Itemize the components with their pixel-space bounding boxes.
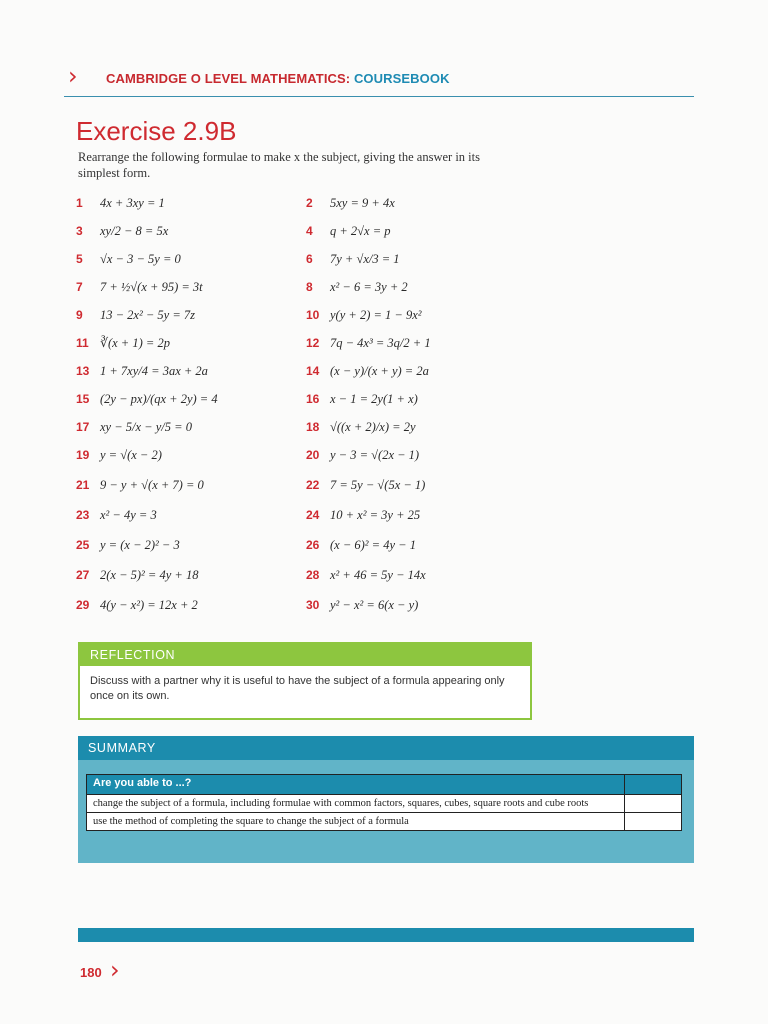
question-item: [306, 250, 400, 272]
summary-row: [87, 795, 682, 813]
question-item: [306, 222, 391, 244]
question-number: 14: [306, 364, 320, 378]
chevron-right-icon: ›: [110, 956, 120, 984]
question-formula: x² − 4y = 3: [100, 508, 157, 522]
book-title-sub: COURSEBOOK: [353, 71, 450, 86]
book-title-main: CAMBRIDGE O LEVEL MATHEMATICS:: [106, 71, 351, 86]
question-item: [306, 446, 419, 468]
question-item: [76, 536, 180, 558]
book-title: [106, 71, 450, 86]
question-number: 8: [306, 280, 313, 294]
question-number: 2: [306, 196, 313, 210]
question-number: 13: [76, 364, 90, 378]
question-item: [306, 476, 425, 498]
question-item: [76, 418, 192, 440]
question-number: 18: [306, 420, 320, 434]
question-item: [306, 362, 429, 384]
summary-row-text: change the subject of a formula, including formulae with common factors, squares, cubes, square roots and cube roots: [87, 795, 625, 813]
summary-check-cell[interactable]: [625, 795, 682, 813]
question-number: 22: [306, 478, 320, 492]
question-item: [76, 476, 204, 498]
chevron-right-icon: ›: [68, 62, 78, 90]
question-formula: xy/2 − 8 = 5x: [100, 224, 169, 238]
question-number: 7: [76, 280, 83, 294]
question-formula: √((x + 2)/x) = 2y: [330, 420, 416, 434]
question-number: 20: [306, 448, 320, 462]
question-formula: 7q − 4x³ = 3q/2 + 1: [330, 336, 431, 350]
summary-row: [87, 813, 682, 831]
question-number: 10: [306, 308, 320, 322]
reflection-heading: REFLECTION: [80, 644, 530, 666]
question-item: [306, 194, 395, 216]
question-number: 29: [76, 598, 90, 612]
summary-table-header-row: [87, 775, 682, 795]
question-item: [76, 222, 168, 244]
question-formula: 5xy = 9 + 4x: [330, 196, 395, 210]
question-number: 30: [306, 598, 320, 612]
question-number: 28: [306, 568, 320, 582]
question-formula: ∛(x + 1) = 2p: [100, 336, 170, 350]
page-number: 180: [80, 965, 102, 980]
question-item: [76, 362, 208, 384]
question-item: [76, 278, 203, 300]
question-formula: y = √(x − 2): [100, 448, 162, 462]
question-number: 17: [76, 420, 90, 434]
footer-bar: [78, 928, 694, 942]
question-item: [306, 536, 416, 558]
question-number: 26: [306, 538, 320, 552]
question-formula: q + 2√x = p: [330, 224, 391, 238]
question-formula: √x − 3 − 5y = 0: [100, 252, 181, 266]
reflection-text: Discuss with a partner why it is useful to have the subject of a formula appearing only once on its own.: [90, 675, 505, 702]
question-item: [76, 566, 198, 588]
question-item: [76, 334, 170, 356]
question-formula: 9 − y + √(x + 7) = 0: [100, 478, 204, 492]
question-item: [306, 334, 431, 356]
question-item: [306, 566, 426, 588]
summary-row-text: use the method of completing the square to change the subject of a formula: [87, 813, 625, 831]
question-formula: x − 1 = 2y(1 + x): [330, 392, 418, 406]
question-number: 21: [76, 478, 90, 492]
question-formula: 1 + 7xy/4 = 3ax + 2a: [100, 364, 208, 378]
question-item: [306, 418, 416, 440]
question-item: [306, 390, 418, 412]
question-number: 24: [306, 508, 320, 522]
question-formula: (2y − px)/(qx + 2y) = 4: [100, 392, 218, 406]
question-formula: 7y + √x/3 = 1: [330, 252, 400, 266]
question-item: [76, 596, 198, 618]
question-formula: 7 + ½√(x + 95) = 3t: [100, 280, 203, 294]
question-formula: xy − 5/x − y/5 = 0: [100, 420, 192, 434]
question-formula: y − 3 = √(2x − 1): [330, 448, 420, 462]
question-item: [76, 446, 162, 468]
question-number: 23: [76, 508, 90, 522]
question-formula: (x − y)/(x + y) = 2a: [330, 364, 429, 378]
exercise-title: Exercise 2.9B: [76, 116, 237, 146]
summary-box: [78, 736, 694, 863]
question-number: 6: [306, 252, 313, 266]
question-item: [306, 306, 422, 328]
reflection-box: [78, 642, 532, 720]
question-formula: 13 − 2x² − 5y = 7z: [100, 308, 196, 322]
question-formula: 10 + x² = 3y + 25: [330, 508, 421, 522]
question-item: [76, 390, 218, 412]
summary-table: [86, 774, 682, 831]
question-formula: 4x + 3xy = 1: [100, 196, 165, 210]
question-number: 4: [306, 224, 313, 238]
question-formula: 7 = 5y − √(5x − 1): [330, 478, 426, 492]
question-number: 16: [306, 392, 320, 406]
exercise-instructions: Rearrange the following formulae to make x the subject, giving the answer in its simplest form.: [78, 150, 480, 180]
question-number: 11: [76, 336, 89, 350]
question-item: [76, 306, 195, 328]
question-formula: y(y + 2) = 1 − 9x²: [330, 308, 422, 322]
summary-check-cell[interactable]: [625, 813, 682, 831]
question-number: 1: [76, 196, 83, 210]
question-formula: 2(x − 5)² = 4y + 18: [100, 568, 199, 582]
question-formula: x² + 46 = 5y − 14x: [330, 568, 426, 582]
question-formula: y² − x² = 6(x − y): [330, 598, 419, 612]
summary-table-header: Are you able to ...?: [87, 775, 625, 795]
question-number: 9: [76, 308, 83, 322]
question-item: [306, 278, 408, 300]
summary-check-header: [625, 775, 682, 795]
question-number: 19: [76, 448, 90, 462]
question-number: 12: [306, 336, 320, 350]
question-item: [76, 194, 165, 216]
question-formula: (x − 6)² = 4y − 1: [330, 538, 416, 552]
question-item: [76, 250, 181, 272]
summary-heading: SUMMARY: [78, 736, 694, 760]
question-item: [306, 506, 420, 528]
question-number: 25: [76, 538, 90, 552]
question-formula: x² − 6 = 3y + 2: [330, 280, 408, 294]
question-number: 3: [76, 224, 83, 238]
question-formula: y = (x − 2)² − 3: [100, 538, 180, 552]
question-number: 15: [76, 392, 90, 406]
question-number: 5: [76, 252, 83, 266]
question-formula: 4(y − x²) = 12x + 2: [100, 598, 198, 612]
question-item: [76, 506, 157, 528]
running-header: [64, 62, 694, 97]
question-item: [306, 596, 418, 618]
question-number: 27: [76, 568, 90, 582]
